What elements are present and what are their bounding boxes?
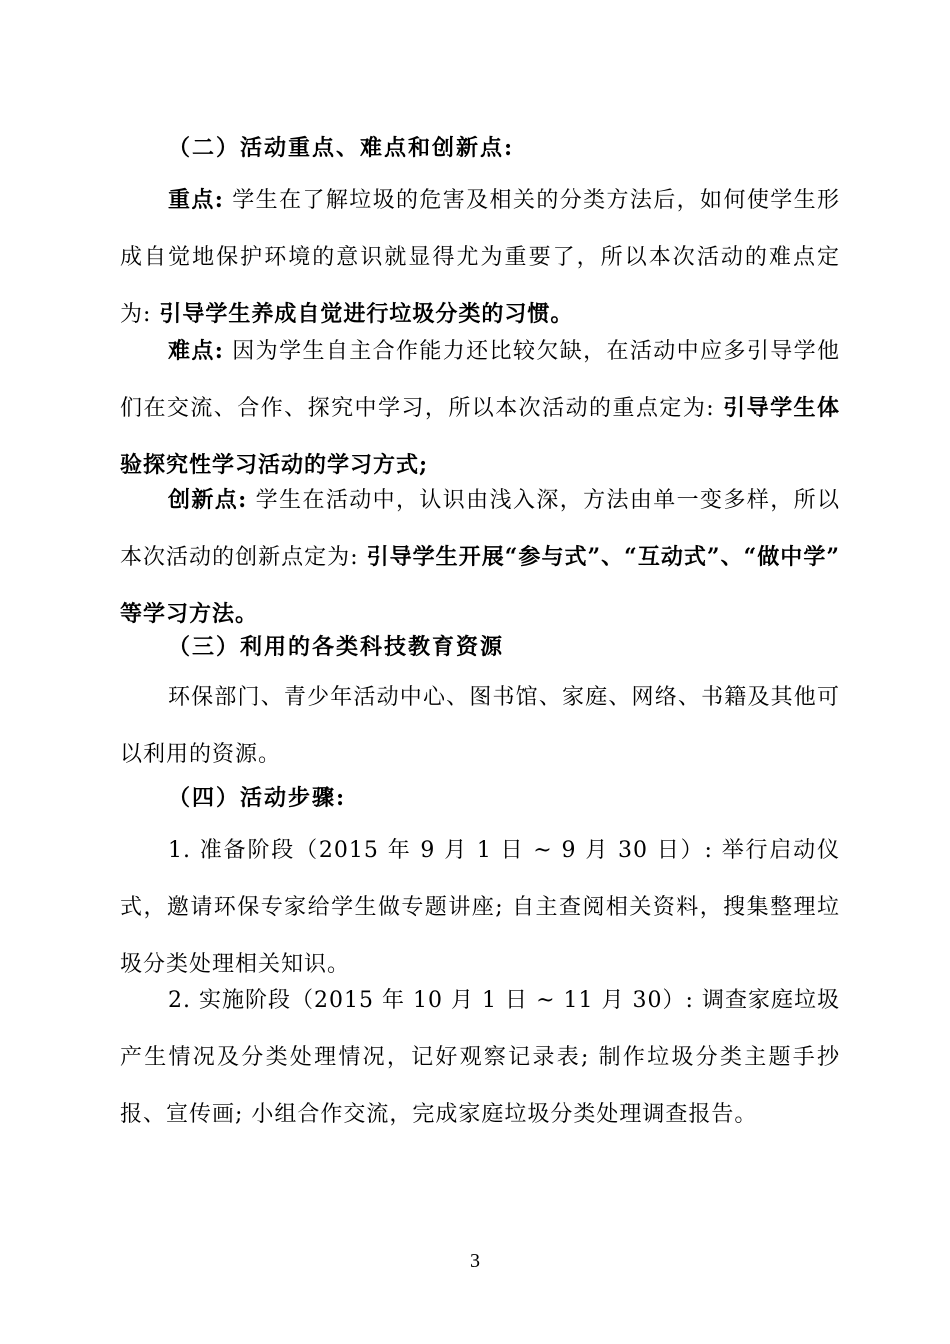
- difficult-point-emphasis: 引导学生体验探究性学习活动的学习方式;: [120, 395, 840, 478]
- section3-text: 环保部门、青少年活动中心、图书馆、家庭、网络、书籍及其他可以利用的资源。: [120, 685, 840, 767]
- step1-paragraph: 1. 准备阶段（2015 年 9 月 1 日 ~ 9 月 30 日）: 举行启动仪式，邀请环保专家给学生做专题讲座; 自主查阅相关资料，搜集整理垃圾分类处理相关知识。: [120, 838, 840, 977]
- difficult-point-paragraph: [120, 323, 840, 494]
- step2-paragraph: 2. 实施阶段（2015 年 10 月 1 日 ~ 11 月 30）: 调查家庭垃圾产生情况及分类处理情况，记好观察记录表; 制作垃圾分类主题手抄报、宣传画; 小组合作交流，完成家庭垃圾分类处理调查报告。: [120, 988, 840, 1127]
- section3-heading: （三）利用的各类科技教育资源: [168, 634, 505, 660]
- difficult-point-label: 难点:: [168, 338, 224, 364]
- innovation-point-text: 学生在活动中，认识由浅入深，方法由单一变多样，所以本次活动的创新点定为:: [120, 488, 841, 570]
- key-point-emphasis: 引导学生养成自觉进行垃圾分类的习惯。: [159, 301, 574, 327]
- key-point-paragraph: [120, 172, 840, 343]
- innovation-point-emphasis: 引导学生开展“参与式”、“互动式”、“做中学” 等学习方法。: [120, 544, 840, 627]
- innovation-point-label: 创新点:: [168, 487, 248, 513]
- key-point-text: 学生在了解垃圾的危害及相关的分类方法后，如何使学生形成自觉地保护环境的意识就显得尤为重要了，所以本次活动的难点定为:: [120, 188, 840, 327]
- section2-heading: （二）活动重点、难点和创新点:: [168, 135, 515, 161]
- page-number: 3: [470, 1250, 480, 1272]
- innovation-point-paragraph: [120, 472, 840, 643]
- key-point-label: 重点:: [168, 187, 224, 213]
- difficult-point-text: 因为学生自主合作能力还比较欠缺，在活动中应多引导学他们在交流、合作、探究中学习，所以本次活动的重点定为:: [120, 339, 840, 421]
- section4-heading: （四）活动步骤:: [168, 785, 347, 811]
